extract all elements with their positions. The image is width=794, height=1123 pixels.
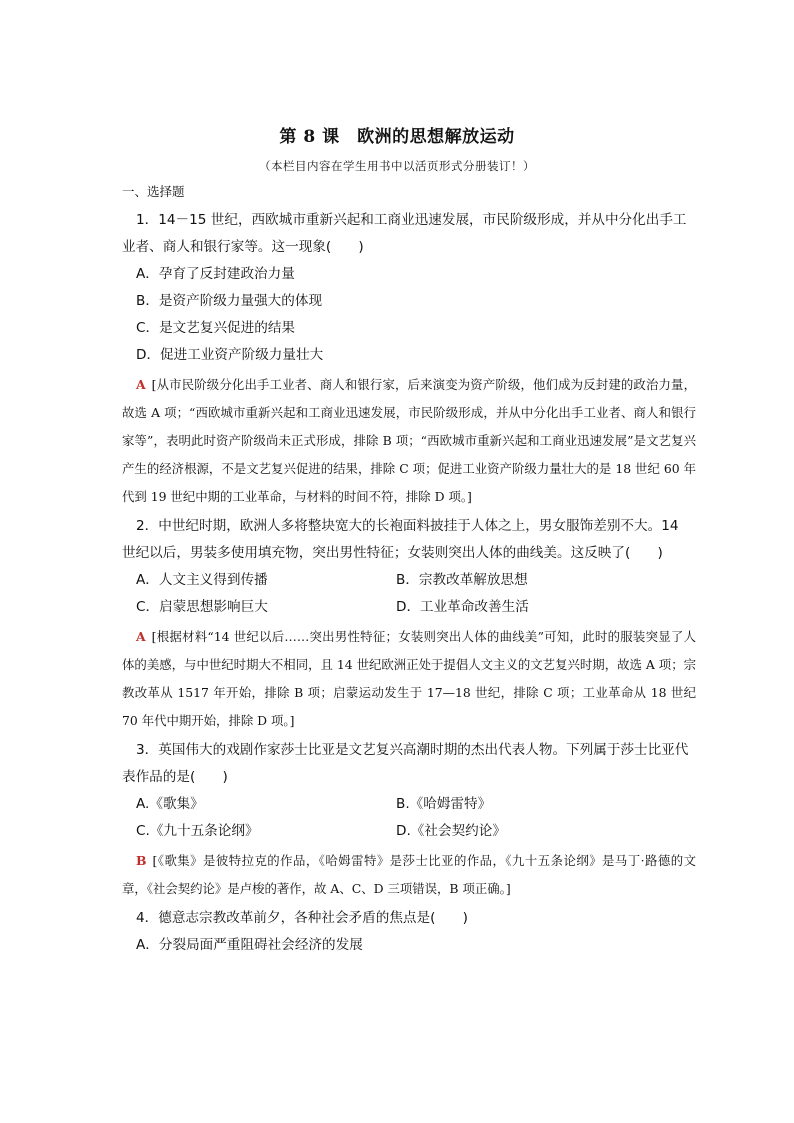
question-3 bbox=[122, 737, 696, 903]
option-a: A.《歌集》 bbox=[136, 796, 204, 812]
option-c: C．是文艺复兴促进的结果 bbox=[136, 320, 296, 336]
question-2 bbox=[122, 513, 696, 735]
option-a: A．人文主义得到传播 bbox=[136, 572, 268, 588]
answer-text: [从市民阶级分化出手工业者、商人和银行家，后来演变为资产阶级，他们成为反封建的政治力量，故选 A 项；“西欧城市重新兴起和工商业迅速发展，市民阶级形成，并从中分化出手工业者、商人和银行家等”，表明此时资产阶级尚未正式形成，排除 B 项；“西欧城市重新兴起和工商业迅速发展”是文艺复兴产生的经济根源，不是文艺复兴促进的结果，排除 C 项；促进工业资产阶级力量壮大的是 18 世纪 60 年代到 19 世纪中期的工业革命，与材料的时间不符，排除 D 项。] bbox=[122, 377, 696, 504]
question-stem: 2．中世纪时期，欧洲人多将整块宽大的长袍面料披挂于人体之上，男女服饰差别不大。14 世纪以后，男装多使用填充物，突出男性特征；女装则突出人体的曲线美。这反映了( ) bbox=[122, 518, 679, 561]
answer-explanation bbox=[122, 371, 696, 511]
answer-text: [根据材料“14 世纪以后……突出男性特征；女装则突出人体的曲线美”可知，此时的服装突显了人体的美感，与中世纪时期大不相同，且 14 世纪欧洲正处于提倡人文主义的文艺复兴时期，故选 A 项；宗教改革从 1517 年开始，排除 B 项；启蒙运动发生于 17—18 世纪，排除 C 项；工业革命从 18 世纪 70 年代中期开始，排除 D 项。] bbox=[122, 629, 696, 728]
option-row bbox=[122, 791, 696, 818]
option-b: B．是资产阶级力量强大的体现 bbox=[136, 293, 323, 309]
option-row bbox=[122, 594, 696, 621]
option-b: B．宗教改革解放思想 bbox=[396, 572, 528, 588]
question-stem: 4．德意志宗教改革前夕，各种社会矛盾的焦点是( ) bbox=[136, 910, 468, 926]
page-title: 第 8 课 欧洲的思想解放运动 bbox=[279, 127, 515, 147]
option-d: D．工业革命改善生活 bbox=[396, 599, 529, 615]
option-row bbox=[122, 567, 696, 594]
answer-text: [《歌集》是彼特拉克的作品，《哈姆雷特》是莎士比亚的作品，《九十五条论纲》是马丁·路德的文章，《社会契约论》是卢梭的著作，故 A、C、D 三项错误，B 项正确。] bbox=[122, 853, 696, 896]
answer-letter: B bbox=[136, 853, 147, 868]
content-body bbox=[122, 180, 696, 959]
option-b: B.《哈姆雷特》 bbox=[396, 796, 492, 812]
option-c: C.《九十五条论纲》 bbox=[136, 823, 259, 839]
question-4 bbox=[122, 905, 696, 959]
section-heading: 一、选择题 bbox=[122, 184, 185, 199]
question-1 bbox=[122, 207, 696, 511]
option-a: A．分裂局面严重阻碍社会经济的发展 bbox=[136, 937, 363, 953]
answer-letter: A bbox=[136, 629, 146, 644]
option-d: D．促进工业资产阶级力量壮大 bbox=[136, 347, 324, 363]
option-d: D.《社会契约论》 bbox=[396, 823, 506, 839]
option-c: C．启蒙思想影响巨大 bbox=[136, 599, 268, 615]
option-row bbox=[122, 818, 696, 845]
question-stem: 1．14－15 世纪，西欧城市重新兴起和工商业迅速发展，市民阶级形成，并从中分化出手工业者、商人和银行家等。这一现象( ) bbox=[122, 212, 687, 255]
answer-letter: A bbox=[136, 377, 146, 392]
page-subtitle: （本栏目内容在学生用书中以活页形式分册装订！） bbox=[259, 159, 535, 173]
question-stem: 3．英国伟大的戏剧作家莎士比亚是文艺复兴高潮时期的杰出代表人物。下列属于莎士比亚代表作品的是( ) bbox=[122, 742, 689, 785]
option-a: A．孕育了反封建政治力量 bbox=[136, 266, 295, 282]
answer-explanation bbox=[122, 847, 696, 903]
answer-explanation bbox=[122, 623, 696, 735]
